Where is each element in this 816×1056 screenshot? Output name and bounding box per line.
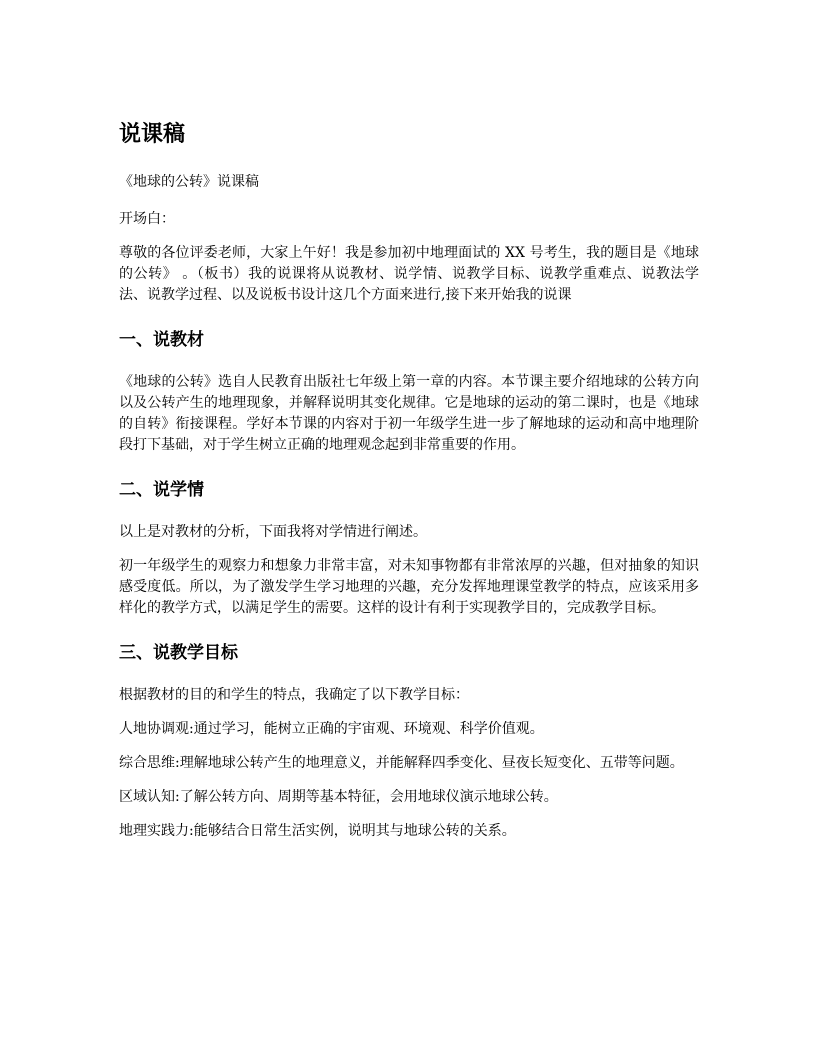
document-subtitle: 《地球的公转》说课稿: [119, 174, 259, 190]
objective-human-earth: 人地协调观:通过学习，能树立正确的宇宙观、环境观、科学价值观。: [119, 721, 544, 737]
document-page: [119, 120, 699, 855]
opening-paragraph: 尊敬的各位评委老师，大家上午好！我是参加初中地理面试的 XX 号考生，我的题目是《地球的公转》 。（板书）我的说课将从说教材、说学情、说教学目标、说教学重难点、说教法学法、说教学过程、以及说板书设计这几个方面来进行,接下来开始我的说课: [119, 245, 699, 303]
textbook-paragraph: 《地球的公转》选自人民教育出版社七年级上第一章的内容。本节课主要介绍地球的公转方向以及公转产生的地理现象，并解释说明其变化规律。它是地球的运动的第二课时，也是《地球的自转》衔接课程。学好本节课的内容对于初一年级学生进一步了解地球的运动和高中地理阶段打下基础，对于学生树立正确的地理观念起到非常重要的作用。: [119, 374, 699, 453]
section-heading-students: 二、说学情: [119, 480, 204, 500]
opening-label: 开场白：: [119, 211, 175, 227]
objective-practice: 地理实践力:能够结合日常生活实例，说明其与地球公转的关系。: [119, 823, 516, 839]
section-heading-textbook: 一、说教材: [119, 330, 204, 350]
section-heading-objectives: 三、说教学目标: [119, 643, 238, 663]
objective-regional-cognition: 区域认知:了解公转方向、周期等基本特征，会用地球仪演示地球公转。: [119, 789, 558, 805]
students-paragraph-intro: 以上是对教材的分析，下面我将对学情进行阐述。: [119, 524, 427, 540]
students-paragraph-analysis: 初一年级学生的观察力和想象力非常丰富，对未知事物都有非常浓厚的兴趣，但对抽象的知识感受度低。所以，为了激发学生学习地理的兴趣，充分发挥地理课堂教学的特点，应该采用多样化的教学方式，以满足学生的需要。这样的设计有利于实现教学目的，完成教学目标。: [119, 558, 699, 616]
objectives-paragraph-intro: 根据教材的目的和学生的特点，我确定了以下教学目标：: [119, 687, 469, 703]
document-title: 说课稿: [119, 122, 186, 147]
objective-comprehensive-thinking: 综合思维:理解地球公转产生的地理意义，并能解释四季变化、昼夜长短变化、五带等问题。: [119, 755, 684, 771]
